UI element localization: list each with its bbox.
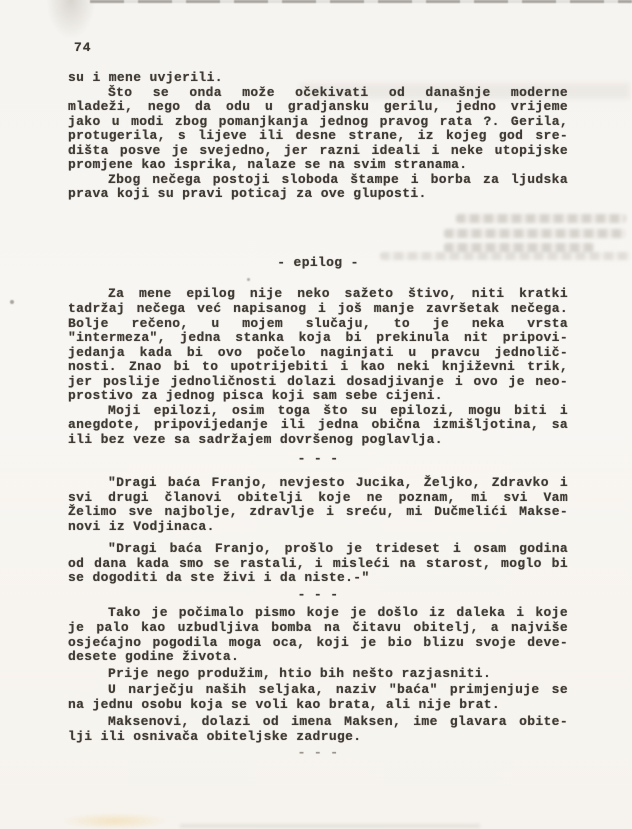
text-line: jer poslije jednoličnosti dolazi dosadjivanje i ovo je neo- (68, 373, 568, 389)
text-line: Što se onda može očekivati od današnje moderne (108, 84, 568, 100)
text-body (68, 71, 568, 761)
text-line: nosti. Znao bi to upotrijebiti i kao neki književni trik, (68, 359, 568, 375)
text-line: su i mene uvjerili. (68, 70, 223, 85)
scan-bottom-shadow (180, 824, 480, 828)
text-line: mladeži, nego da odu u gradjansku gerilu, jedno vrijeme (68, 99, 568, 115)
text-line: jako u modi zbog pomanjkanja jednog pravog rata ?. Gerila, (68, 113, 568, 129)
paragraph (68, 667, 568, 682)
text-line: Za mene epilog nije neko sažeto štivo, niti kratki (108, 286, 568, 302)
text-line: od dana kada smo se rastali, i misleći na starost, moglo bi (68, 555, 568, 571)
text-line: "Dragi baća Franjo, prošlo je trideset i osam godina (108, 541, 568, 557)
text-line: anegdote, pripovijedanje ili jedna obična izmišljotina, sa (68, 417, 568, 433)
text-line: ili bez veze sa sadržajem dovršenog poglavlja. (68, 431, 443, 447)
paragraph (68, 173, 568, 202)
page-number: 74 (74, 40, 92, 55)
text-line: Zbog nečega postoji sloboda štampe i borba za ljudska (108, 171, 568, 187)
text-line: prostivo za jednog pisca koji sam sebe cijeni. (68, 388, 443, 404)
paragraph (68, 542, 568, 586)
heading: - epilog - (277, 254, 359, 270)
text-line: "Dragi baća Franjo, nevjesto Jucika, Željko, Zdravko i (108, 475, 568, 491)
scan-top-edge-line (90, 0, 632, 3)
text-line: Prije nego produžim, htio bih nešto razjasniti. (108, 665, 492, 681)
text-line: desete godine života. (68, 649, 240, 665)
paragraph (68, 683, 568, 712)
text-line: novi iz Vodjinaca. (68, 518, 215, 534)
paragraph (68, 476, 568, 534)
text-line: prava koji su pravi poticaj za ove gluposti. (68, 186, 427, 202)
paragraph (68, 287, 568, 403)
separator: - - - (297, 745, 339, 761)
text-line: Maksenovi, dolazi od imena Maksen, ime glavara obite- (108, 714, 568, 730)
paragraph (68, 86, 568, 173)
text-line: Moji epilozi, osim toga što su epilozi, mogu biti i (108, 402, 568, 418)
text-line: na jednu osobu koja se voli kao brata, ali nije brat. (68, 696, 501, 712)
text-line: je palo kao uzbudljiva bomba na čitavu obitelj, a najviše (68, 619, 568, 635)
paragraph (68, 71, 568, 86)
scan-corner-shade (46, 0, 96, 40)
text-line: "intermeza", jedna stanka koja bi prekinula nit pripovi- (68, 330, 568, 346)
paragraph (68, 606, 568, 664)
text-line: jedanja kada bi ovo počelo naginjati u pravcu jednolič- (68, 344, 568, 360)
paragraph (68, 404, 568, 448)
text-line: lji ili osnivača obiteljske zadruge. (68, 728, 362, 744)
text-line: Bolje rečeno, u mojem slučaju, to je neka vrsta (68, 315, 568, 331)
text-line: U narječju naših seljaka, naziv "baća" primjenjuje se (108, 682, 568, 698)
text-line: tadržaj nečega već napisanog i još manje završetak nečega. (68, 301, 568, 317)
text-line: osjećajno pogodila moga oca, koji je bio blizu svoje deve- (68, 634, 568, 650)
text-line: promjene kao isprika, nalaze se na svim stranama. (68, 157, 468, 173)
text-line: dišta posve je svejedno, jer razni ideali i neke utopijske (68, 142, 568, 158)
paragraph (68, 715, 568, 744)
text-line: svi drugi članovi obitelji koje ne poznam, mi svi Vam (68, 489, 568, 505)
scan-bottom-stain (62, 813, 167, 829)
text-line: Želimo sve najbolje, zdravlje i sreću, mi Dučmelići Makse- (68, 504, 568, 520)
text-line: se dogoditi da ste živi i da niste.-" (68, 570, 370, 586)
text-line: protugerila, s lijeve ili desne strane, iz kojeg god sre- (68, 128, 568, 144)
text-line: Tako je počimalo pismo koje je došlo iz daleka i koje (108, 605, 568, 621)
separator: - - - (297, 451, 339, 467)
scan-speck (10, 300, 14, 304)
separator: - - - (297, 586, 339, 602)
